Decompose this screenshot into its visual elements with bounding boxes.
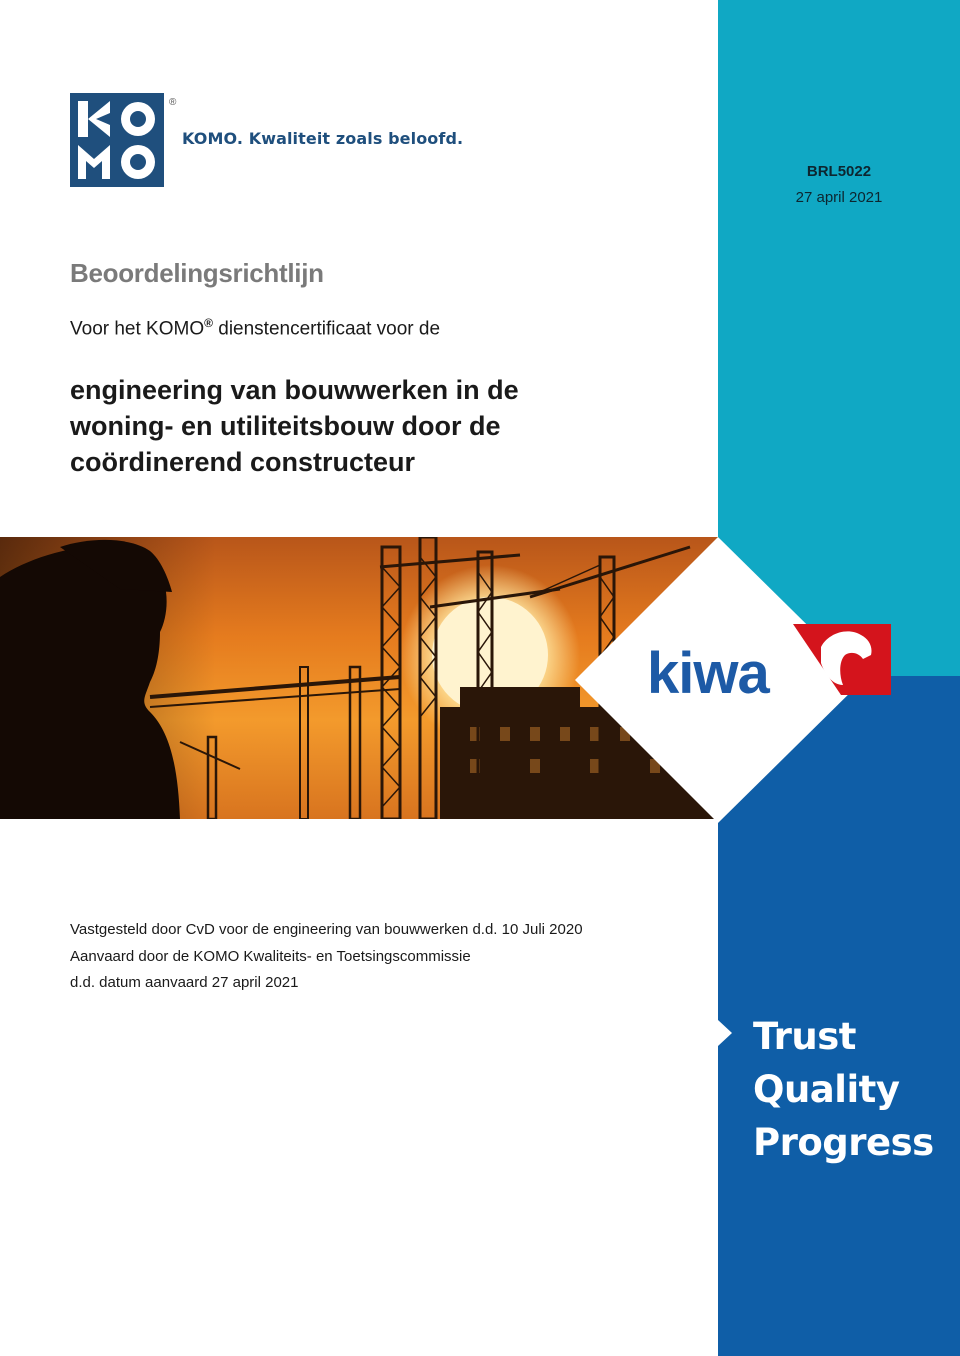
slogan-line: Trust: [753, 1015, 856, 1058]
komo-tagline: KOMO. Kwaliteit zoals beloofd.: [182, 129, 464, 148]
document-title: [70, 372, 690, 480]
kiwa-logo-text: kiwa: [647, 641, 769, 706]
document-subtitle: [70, 316, 440, 340]
slogan-line: Progress: [753, 1121, 934, 1164]
note-line: Vastgesteld door CvD voor de engineering van bouwwerken d.d. 10 Juli 2020: [70, 921, 583, 938]
komo-logo: [70, 93, 182, 194]
komo-registered-mark: ®: [169, 97, 177, 108]
note-line: Aanvaard door de KOMO Kwaliteits- en Toetsingscommissie: [70, 947, 471, 965]
document-date: 27 april 2021: [795, 189, 883, 206]
title-line: woning- en utiliteitsbouw door de: [70, 411, 501, 441]
approval-notes: [70, 917, 583, 997]
document-code: BRL5022: [806, 163, 872, 180]
kiwa-slogan: [753, 1010, 934, 1169]
subtitle-post: dienstencertificaat voor de: [212, 318, 441, 340]
title-line: engineering van bouwwerken in de: [70, 375, 519, 405]
slogan-marker-icon: [718, 1020, 734, 1051]
document-type: Beoordelingsrichtlijn: [70, 258, 324, 288]
title-line: coördinerend constructeur: [70, 447, 416, 477]
subtitle-pre: Voor het KOMO: [70, 318, 205, 340]
note-line: d.d. datum aanvaard 27 april 2021: [70, 974, 299, 991]
kiwa-logo: [573, 535, 903, 830]
subtitle-registered-mark: ®: [204, 316, 213, 330]
slogan-line: Quality: [753, 1068, 900, 1111]
